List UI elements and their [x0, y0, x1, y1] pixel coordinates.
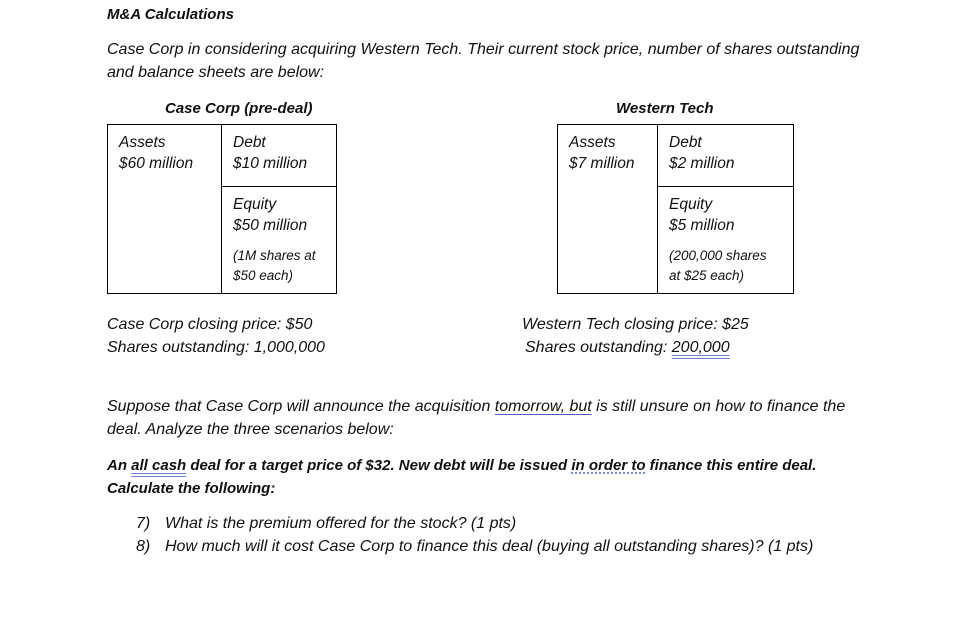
scenario-intro-line-2: deal. Analyze the three scenarios below: [107, 421, 394, 438]
case-corp-debt-value: $10 million [233, 155, 308, 172]
western-tech-shares-prefix: Shares outstanding: [525, 339, 672, 356]
western-tech-divider [657, 124, 658, 293]
case-corp-assets-value: $60 million [119, 155, 194, 172]
scenario-intro-text-c: is still unsure on how to finance the [591, 398, 846, 415]
case-corp-equity-label: Equity [233, 196, 277, 213]
case-corp-closing-price: Case Corp closing price: $50 [107, 316, 313, 333]
western-tech-equity-label: Equity [669, 196, 713, 213]
western-tech-shares-outstanding [525, 339, 730, 357]
case-corp-shares-note-1: (1M shares at [233, 248, 316, 263]
western-tech-equity-value: $5 million [669, 217, 735, 234]
western-tech-shares-note-1: (200,000 shares [669, 248, 767, 263]
western-tech-debt-value: $2 million [669, 155, 735, 172]
case-corp-title: Case Corp (pre-deal) [165, 100, 313, 117]
western-tech-debt-label: Debt [669, 134, 702, 151]
scenario-text-a: An [107, 457, 132, 474]
scenario-text-c: deal for a target price of $32. New debt will be issued [186, 457, 572, 474]
scenario-intro-underlined: tomorrow, but [494, 398, 592, 415]
western-tech-assets-label: Assets [569, 134, 616, 151]
question-7-number: 7) [136, 515, 151, 532]
western-tech-assets-value: $7 million [569, 155, 635, 172]
scenario-text-e: finance this entire deal. [645, 457, 817, 474]
case-corp-shares-outstanding: Shares outstanding: 1,000,000 [107, 339, 325, 356]
scenario-in-order-to: in order to [571, 457, 646, 474]
question-8-number: 8) [136, 538, 151, 555]
scenario-intro-line-1 [107, 398, 845, 416]
case-corp-assets-label: Assets [119, 134, 166, 151]
case-corp-divider [221, 124, 222, 293]
western-tech-closing-price: Western Tech closing price: $25 [522, 316, 749, 333]
page-title: M&A Calculations [107, 6, 234, 23]
intro-line-1: Case Corp in considering acquiring Western Tech. Their current stock price, number of shares outstanding [107, 41, 860, 58]
case-corp-shares-note-2: $50 each) [233, 268, 294, 283]
case-corp-debt-label: Debt [233, 134, 266, 151]
scenario-line-1 [107, 457, 816, 474]
case-corp-debt-equity-divider [221, 186, 336, 187]
intro-line-2: and balance sheets are below: [107, 64, 325, 81]
scenario-all-cash: all cash [131, 457, 187, 474]
case-corp-equity-value: $50 million [233, 217, 308, 234]
western-tech-debt-equity-divider [657, 186, 793, 187]
scenario-line-2: Calculate the following: [107, 480, 276, 497]
western-tech-shares-value: 200,000 [671, 339, 730, 356]
western-tech-shares-note-2: at $25 each) [669, 268, 745, 283]
western-tech-title: Western Tech [616, 100, 714, 117]
question-8-text: How much will it cost Case Corp to finance this deal (buying all outstanding shares)? (1 pts) [165, 538, 814, 555]
scenario-intro-text-a: Suppose that Case Corp will announce the acquisition [107, 398, 495, 415]
question-7-text: What is the premium offered for the stock? (1 pts) [165, 515, 517, 532]
